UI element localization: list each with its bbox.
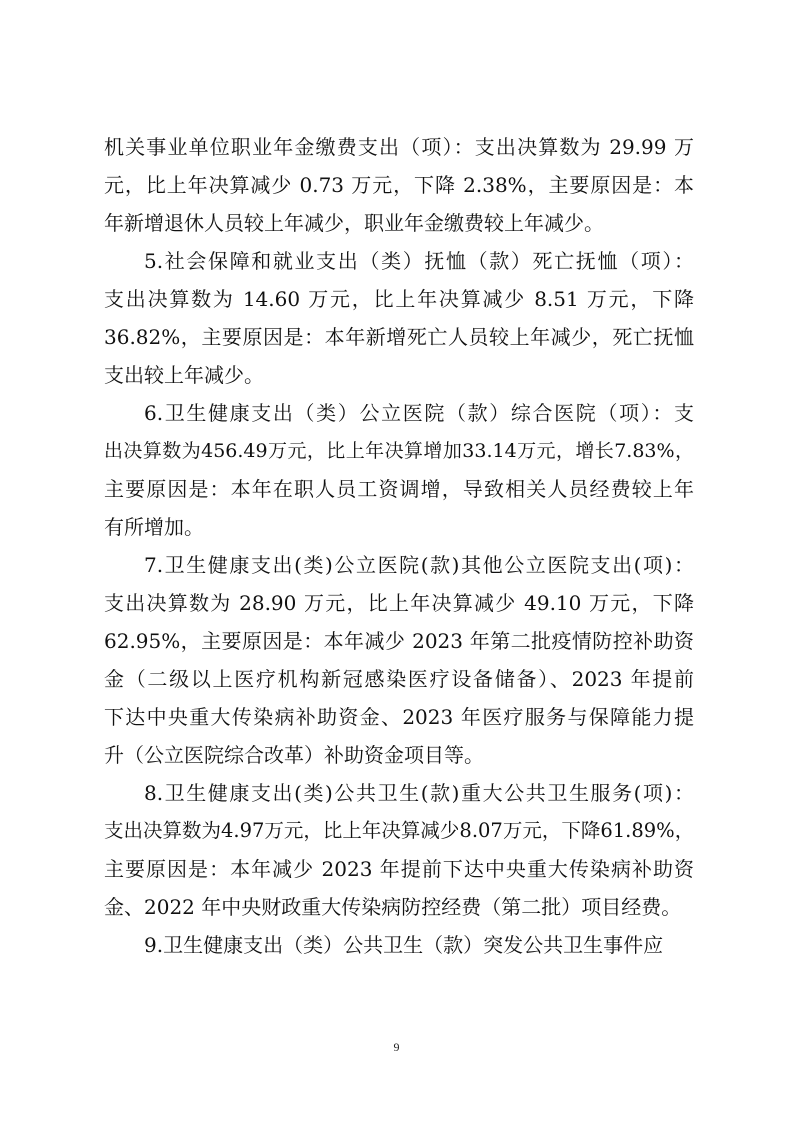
- text-line: 6.卫生健康支出（类）公立医院（款）综合医院（项）：支: [144, 401, 694, 425]
- text-line: 主要原因是：本年减少 2023 年提前下达中央重大传染病补助资: [104, 857, 694, 881]
- text-line: 出决算数为456.49万元，比上年决算增加33.14万元，增长7.83%，: [104, 440, 694, 462]
- text-line: 支出决算数为 14.60 万元，比上年决算减少 8.51 万元，下降: [104, 287, 694, 311]
- paragraph: [104, 128, 694, 242]
- text-line: 7.卫生健康支出(类)公立医院(款)其他公立医院支出(项)：: [144, 553, 694, 577]
- text-line: 62.95%，主要原因是：本年减少 2023 年第二批疫情防控补助资: [104, 629, 694, 653]
- text-line: 年新增退休人员较上年减少，职业年金缴费较上年减少。: [104, 211, 604, 235]
- text-line: 下达中央重大传染病补助资金、2023 年医疗服务与保障能力提: [104, 705, 694, 729]
- page-number: 9: [393, 1040, 400, 1054]
- text-line: 9.卫生健康支出（类）公共卫生（款）突发公共卫生事件应: [144, 933, 664, 957]
- paragraph: [104, 242, 694, 394]
- text-line: 8.卫生健康支出(类)公共卫生(款)重大公共卫生服务(项)：: [144, 781, 694, 805]
- text-line: 主要原因是：本年在职人员工资调增，导致相关人员经费较上年: [104, 477, 694, 501]
- text-line: 支出决算数为4.97万元，比上年决算减少8.07万元，下降61.89%，: [104, 819, 695, 842]
- text-line: 5.社会保障和就业支出（类）抚恤（款）死亡抚恤（项）：: [144, 249, 694, 273]
- text-line: 36.82%，主要原因是：本年新增死亡人员较上年减少，死亡抚恤: [104, 325, 694, 349]
- paragraph: [104, 546, 694, 774]
- text-line: 支出决算数为 28.90 万元，比上年决算减少 49.10 万元，下降: [104, 591, 694, 615]
- text-line: 金（二级以上医疗机构新冠感染医疗设备储备）、2023 年提前: [104, 667, 694, 691]
- paragraph: [104, 926, 694, 964]
- text-line: 支出较上年减少。: [104, 363, 264, 387]
- text-line: 金、2022 年中央财政重大传染病防控经费（第二批）项目经费。: [104, 895, 682, 919]
- text-line: 升（公立医院综合改革）补助资金项目等。: [104, 743, 484, 767]
- body-text: [104, 128, 694, 964]
- text-line: 机关事业单位职业年金缴费支出（项）：支出决算数为 29.99 万: [104, 135, 694, 159]
- text-line: 有所增加。: [104, 515, 204, 539]
- paragraph: [104, 774, 694, 926]
- paragraph: [104, 394, 694, 546]
- text-line: 元，比上年决算减少 0.73 万元，下降 2.38%，主要原因是：本: [104, 173, 694, 197]
